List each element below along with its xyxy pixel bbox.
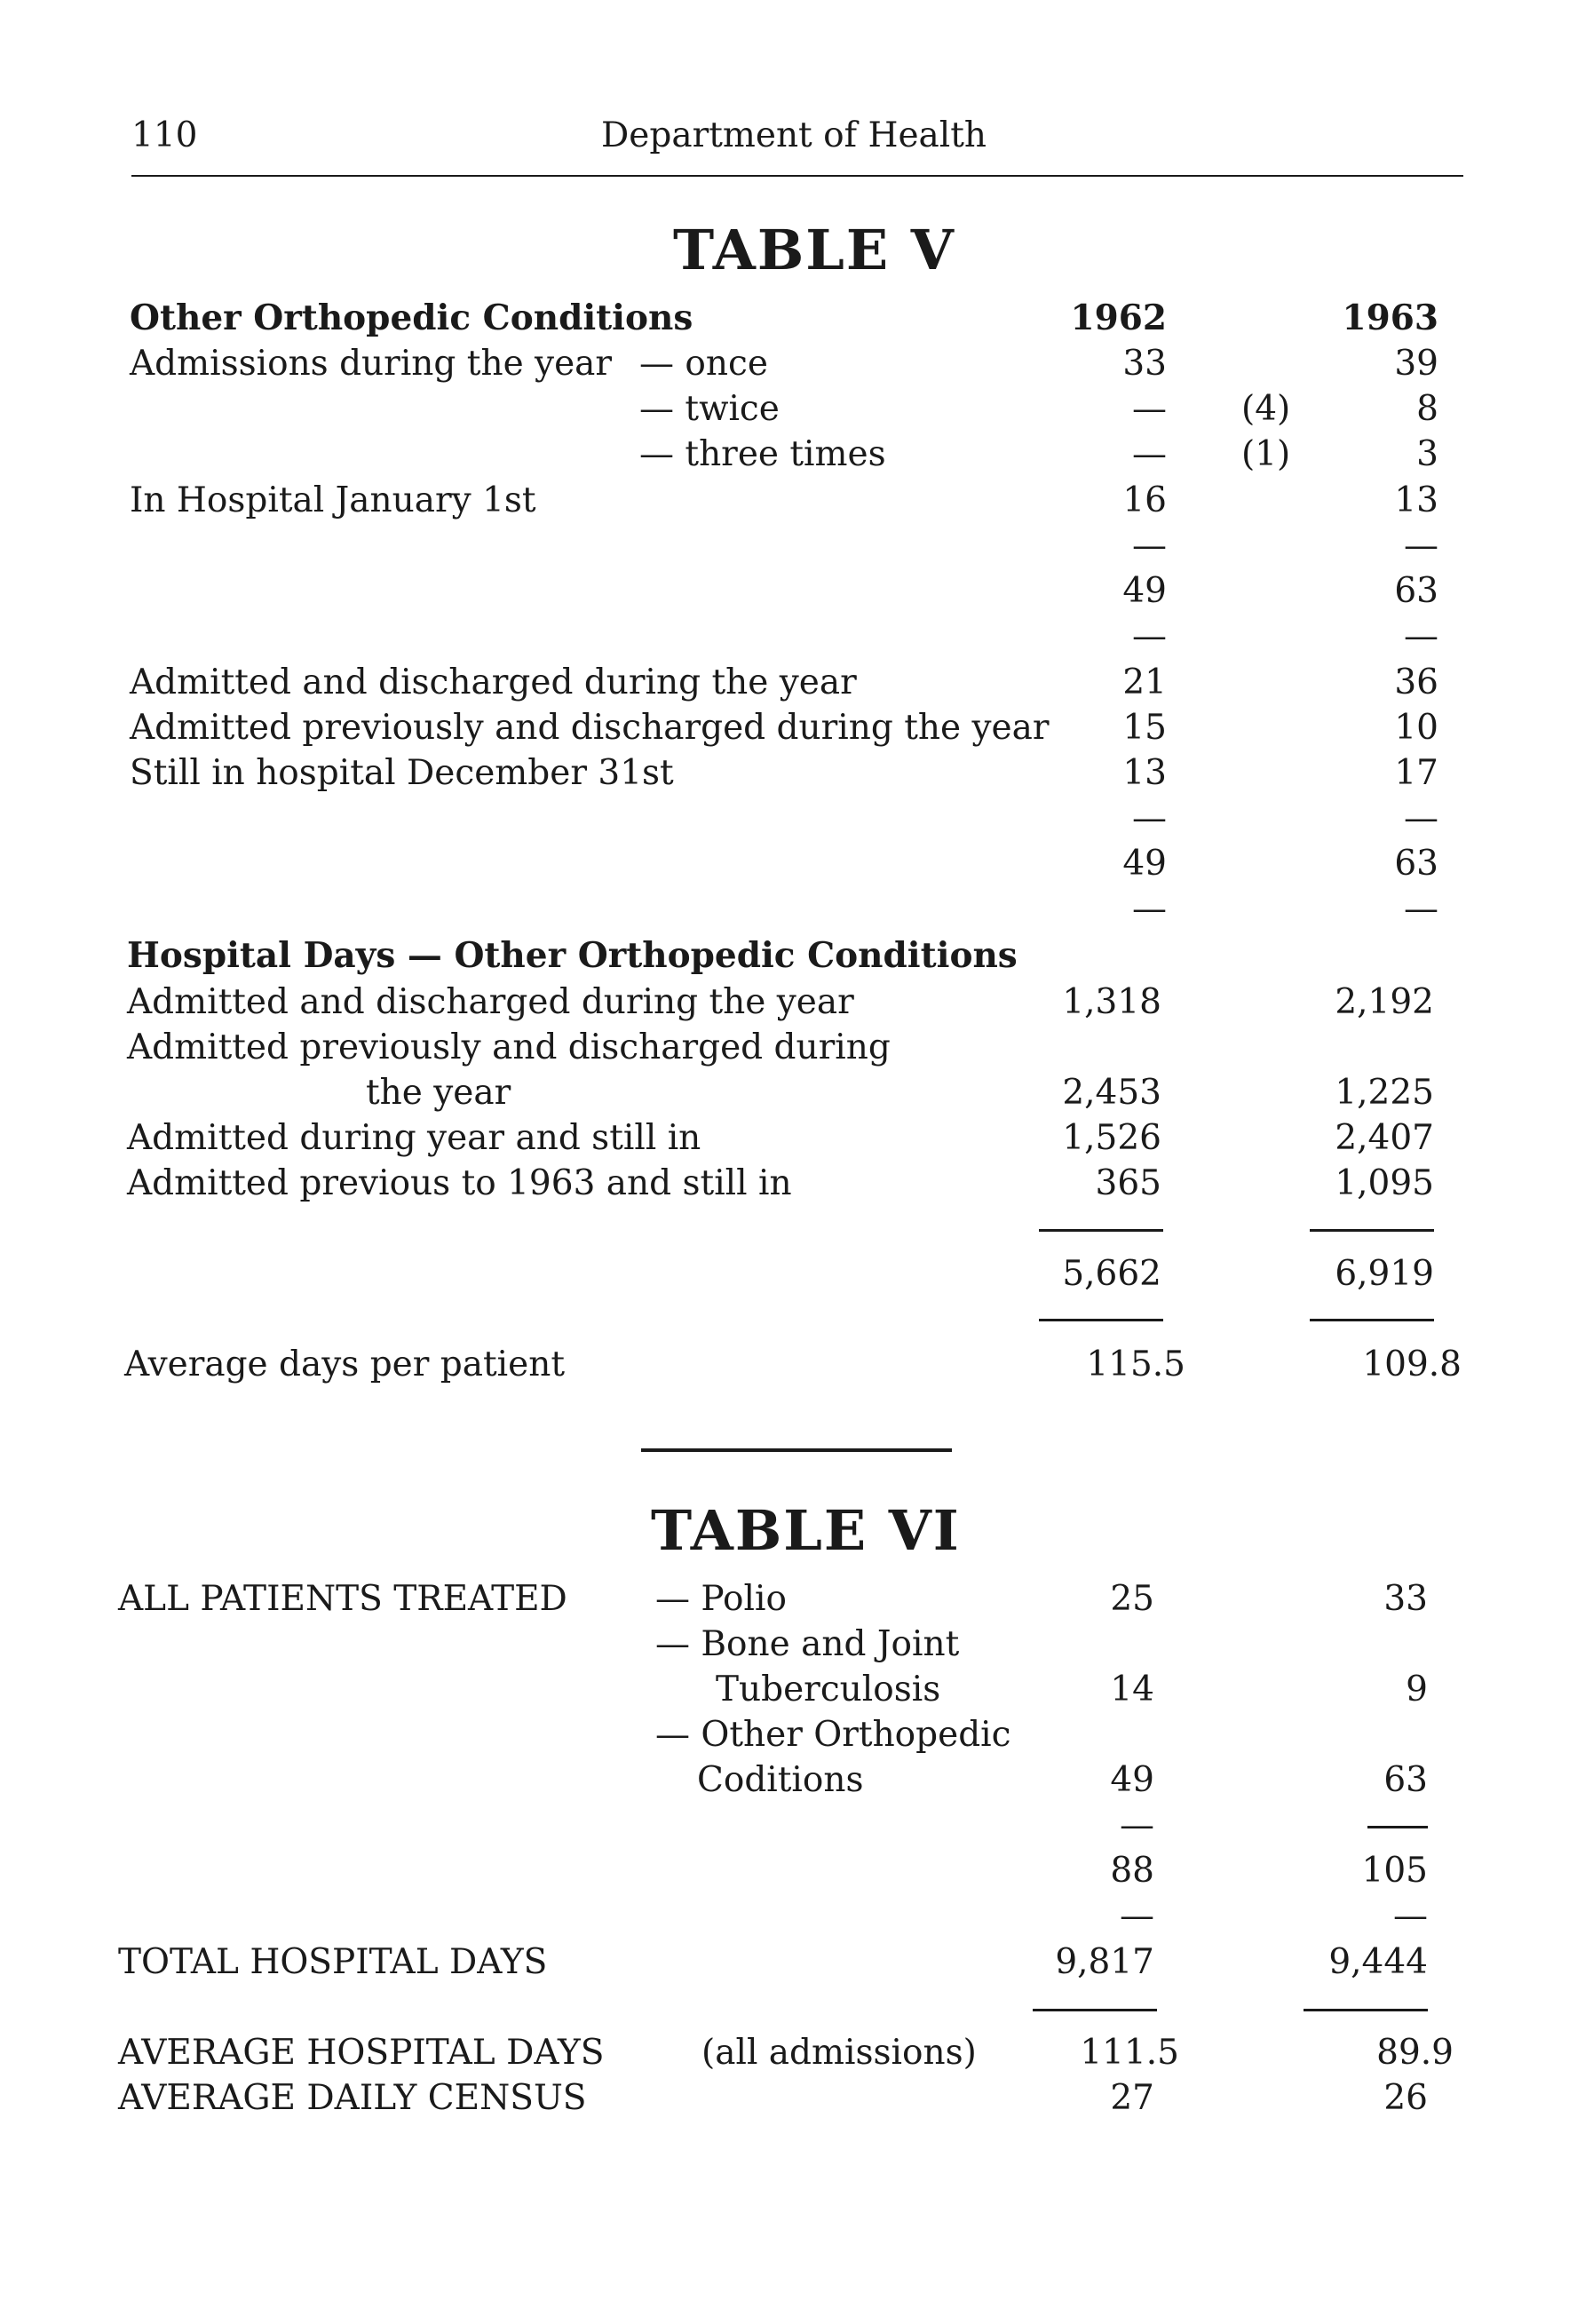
- prev-dis-1963: 10: [1394, 708, 1438, 748]
- other-ortho-1962: 49: [1110, 1760, 1154, 1800]
- total2-1962: 49: [1122, 844, 1167, 884]
- sum-dash-1963: —: [1404, 526, 1438, 566]
- avg-daily-census-1963: 26: [1383, 2078, 1428, 2118]
- sum-rule-1963: [1310, 1319, 1434, 1321]
- twice-1963: 8: [1416, 389, 1438, 429]
- table-v-title: TABLE V: [673, 218, 955, 282]
- sum-dash-1962: —: [1132, 889, 1167, 929]
- col-1962-header: 1962: [1070, 297, 1167, 338]
- avg-daily-census-1962: 27: [1110, 2078, 1154, 2118]
- days-adm-dis-1963: 2,192: [1335, 982, 1434, 1022]
- other-ortho-1963: 63: [1383, 1760, 1428, 1800]
- sum-rule-1962: [1039, 1229, 1163, 1232]
- twice-paren: (4): [1241, 389, 1291, 429]
- days-prior-1963: 1,095: [1335, 1163, 1434, 1203]
- days-total-1963: 6,919: [1335, 1254, 1434, 1294]
- sum-dash-1963: —: [1404, 798, 1438, 838]
- sum-rule-1963: [1367, 1826, 1428, 1828]
- sum-rule-1963: [1304, 2009, 1428, 2011]
- twice-label: — twice: [639, 389, 780, 429]
- once-1963: 39: [1394, 344, 1438, 384]
- col-1963-header: 1963: [1342, 297, 1438, 338]
- total-patients-1963: 105: [1361, 1851, 1428, 1891]
- table-v-heading: Other Orthopedic Conditions: [130, 297, 693, 338]
- days-prior-label: Admitted previous to 1963 and still in: [127, 1163, 792, 1203]
- header-rule: [131, 175, 1463, 177]
- avg-days-label: Average days per patient: [124, 1344, 566, 1384]
- sum-dash-1962: —: [1120, 1805, 1154, 1845]
- days-total-1962: 5,662: [1062, 1254, 1161, 1294]
- avg-hospital-days-label: AVERAGE HOSPITAL DAYS: [118, 2033, 605, 2073]
- avg-daily-census-label: AVERAGE DAILY CENSUS: [118, 2078, 587, 2118]
- bone-joint-label: — Bone and Joint: [655, 1624, 960, 1664]
- table-vi-title: TABLE VI: [651, 1498, 961, 1563]
- jan-1st-1963: 13: [1394, 480, 1438, 520]
- days-adm-dis-1962: 1,318: [1062, 982, 1161, 1022]
- sum-dash-1962: —: [1120, 1896, 1154, 1936]
- days-prior-1962: 365: [1095, 1163, 1161, 1203]
- admissions-label: Admissions during the year: [130, 344, 613, 384]
- other-ortho-label: — Other Orthopedic: [655, 1715, 1011, 1755]
- prev-dis-1962: 15: [1122, 708, 1167, 748]
- still-1962: 13: [1122, 753, 1167, 793]
- sum-dash-1962: —: [1132, 798, 1167, 838]
- sum-rule-1962: [1039, 1319, 1163, 1321]
- section-divider: [641, 1448, 952, 1452]
- total1-1962: 49: [1122, 571, 1167, 611]
- three-times-1963: 3: [1416, 434, 1438, 474]
- avg-days-1962: 115.5: [1086, 1344, 1185, 1384]
- days-prev-label: Admitted previously and discharged during: [127, 1027, 891, 1067]
- sum-dash-1963: —: [1404, 616, 1438, 656]
- avg-hospital-days-1962: 111.5: [1080, 2033, 1179, 2073]
- sum-rule-1962: [1033, 2009, 1157, 2011]
- polio-1962: 25: [1110, 1579, 1154, 1619]
- three-times-1962: —: [1132, 434, 1167, 474]
- bone-joint-1962: 14: [1110, 1670, 1154, 1709]
- days-prev-1962: 2,453: [1062, 1073, 1161, 1113]
- days-prev-label-cont: the year: [366, 1073, 511, 1113]
- once-label: — once: [639, 344, 768, 384]
- avg-days-1963: 109.8: [1362, 1344, 1462, 1384]
- hospital-days-heading: Hospital Days — Other Orthopedic Conditions: [127, 935, 1018, 976]
- three-times-paren: (1): [1241, 434, 1291, 474]
- total2-1963: 63: [1394, 844, 1438, 884]
- total-days-label: TOTAL HOSPITAL DAYS: [118, 1942, 548, 1982]
- total-days-1962: 9,817: [1055, 1942, 1154, 1982]
- days-prev-1963: 1,225: [1335, 1073, 1434, 1113]
- running-title: Department of Health: [601, 115, 987, 155]
- polio-1963: 33: [1383, 1579, 1428, 1619]
- sum-dash-1962: —: [1132, 526, 1167, 566]
- three-times-label: — three times: [639, 434, 886, 474]
- once-1962: 33: [1122, 344, 1167, 384]
- prev-dis-label: Admitted previously and discharged during the year: [130, 708, 1050, 748]
- days-during-label: Admitted during year and still in: [127, 1118, 701, 1158]
- bone-joint-label-cont: Tuberculosis: [716, 1670, 941, 1709]
- adm-dis-1962: 21: [1122, 662, 1167, 702]
- adm-dis-1963: 36: [1394, 662, 1438, 702]
- total-days-1963: 9,444: [1328, 1942, 1428, 1982]
- twice-1962: —: [1132, 389, 1167, 429]
- all-patients-label: ALL PATIENTS TREATED: [118, 1579, 567, 1619]
- jan-1st-1962: 16: [1122, 480, 1167, 520]
- sum-dash-1962: —: [1132, 616, 1167, 656]
- days-adm-dis-label: Admitted and discharged during the year: [127, 982, 854, 1022]
- avg-hospital-days-1963: 89.9: [1376, 2033, 1454, 2073]
- sum-dash-1963: —: [1393, 1896, 1428, 1936]
- still-label: Still in hospital December 31st: [130, 753, 674, 793]
- jan-1st-label: In Hospital January 1st: [130, 480, 536, 520]
- adm-dis-label: Admitted and discharged during the year: [130, 662, 857, 702]
- total1-1963: 63: [1394, 571, 1438, 611]
- total-patients-1962: 88: [1110, 1851, 1154, 1891]
- sum-dash-1963: —: [1404, 889, 1438, 929]
- bone-joint-1963: 9: [1406, 1670, 1428, 1709]
- avg-hospital-days-note: (all admissions): [701, 2033, 977, 2073]
- sum-rule-1963: [1310, 1229, 1434, 1232]
- days-during-1963: 2,407: [1335, 1118, 1434, 1158]
- page-number: 110: [131, 115, 198, 155]
- days-during-1962: 1,526: [1062, 1118, 1161, 1158]
- other-ortho-label-cont: Coditions: [697, 1760, 864, 1800]
- polio-label: — Polio: [655, 1579, 787, 1619]
- still-1963: 17: [1394, 753, 1438, 793]
